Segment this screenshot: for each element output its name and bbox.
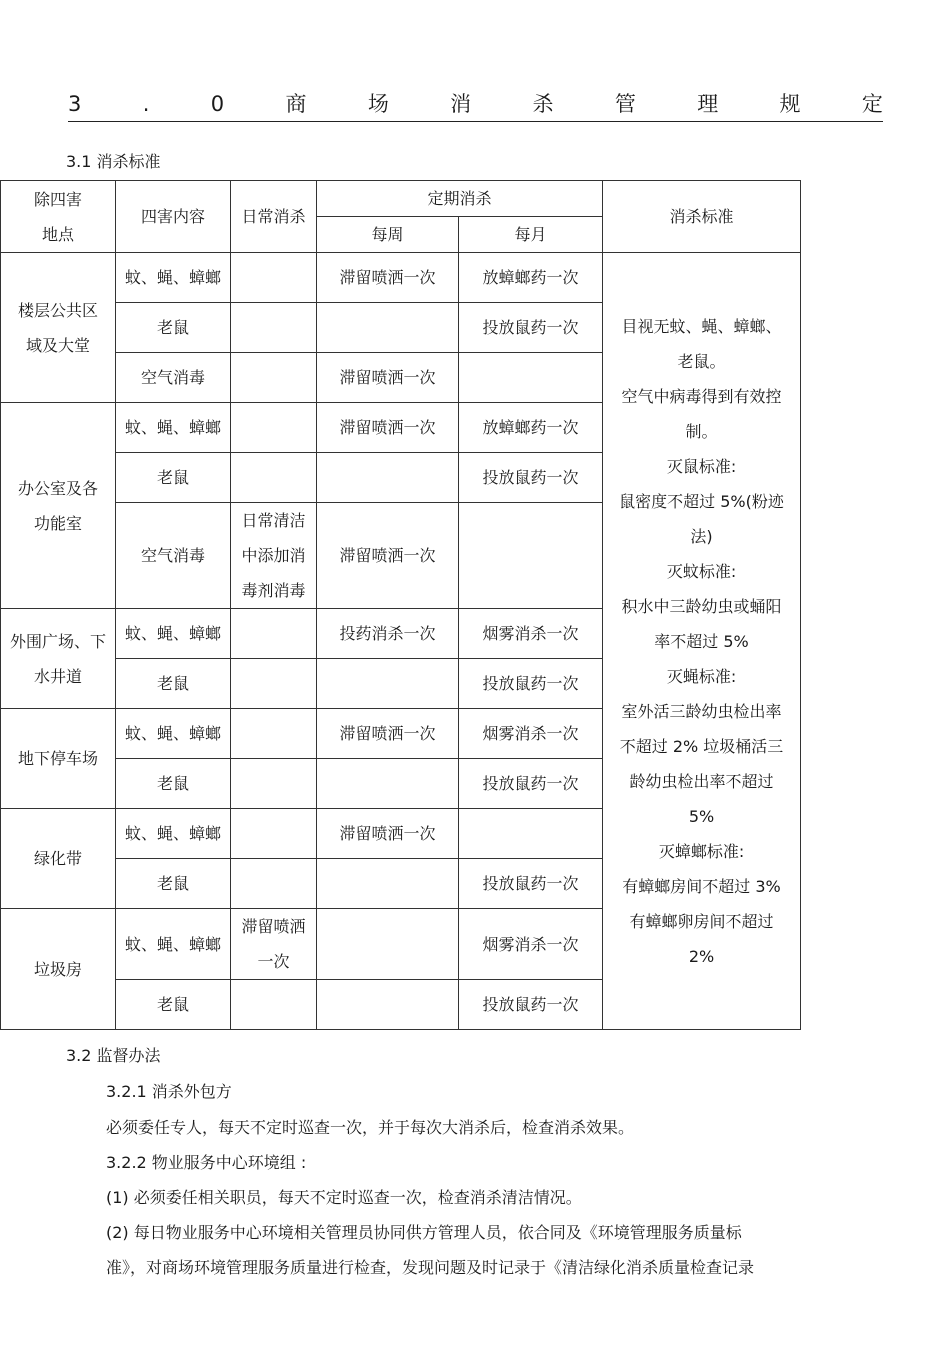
- weekly-cell: [317, 809, 459, 859]
- standard-line: 率不超过 5%: [654, 631, 749, 651]
- weekly-label: 滞留喷洒一次: [339, 418, 436, 437]
- daily-line: 中添加消: [241, 546, 306, 565]
- monthly-label: 放蟑螂药一次: [482, 418, 579, 437]
- weekly-cell: [317, 453, 459, 503]
- place-cell: [1, 909, 116, 1030]
- header-weekly-label: 每周: [371, 225, 404, 244]
- content-cell: [116, 609, 231, 659]
- place-line: 地下停车场: [17, 749, 98, 768]
- header-weekly: [317, 217, 459, 253]
- monthly-cell: [459, 909, 603, 980]
- content-cell: [116, 453, 231, 503]
- monthly-label: 投放鼠药一次: [482, 318, 579, 337]
- header-periodic-label: 定期消杀: [427, 189, 492, 208]
- title-char: 理: [697, 92, 719, 116]
- section-3-2-heading: 3.2 监督办法: [66, 1046, 161, 1065]
- monthly-cell: [459, 403, 603, 453]
- monthly-label: 投放鼠药一次: [482, 674, 579, 693]
- monthly-label: 烟雾消杀一次: [482, 934, 579, 954]
- content-label: 老鼠: [156, 995, 189, 1014]
- standard-line: 室外活三龄幼虫检出率: [621, 701, 782, 721]
- header-monthly: [459, 217, 603, 253]
- monthly-label: 投放鼠药一次: [482, 995, 579, 1014]
- content-label: 老鼠: [156, 674, 189, 693]
- standard-cell: [603, 253, 801, 1030]
- place-cell: [1, 809, 116, 909]
- content-cell: [116, 809, 231, 859]
- place-line: 功能室: [33, 513, 82, 533]
- monthly-cell: [459, 709, 603, 759]
- header-standard: [603, 181, 801, 253]
- weekly-label: 滞留喷洒一次: [339, 368, 436, 387]
- weekly-cell: [317, 303, 459, 353]
- monthly-label: 投放鼠药一次: [482, 874, 579, 893]
- weekly-cell: [317, 980, 459, 1030]
- monthly-label: 放蟑螂药一次: [482, 268, 579, 287]
- standard-line: 龄幼虫检出率不超过: [629, 771, 774, 791]
- place-line: 域及大堂: [25, 335, 90, 355]
- standard-line: 不超过 2% 垃圾桶活三: [619, 736, 784, 756]
- weekly-label: 滞留喷洒一次: [339, 824, 436, 843]
- daily-cell: [231, 980, 317, 1030]
- monthly-cell: [459, 659, 603, 709]
- item-2-line-2: 准》，对商场环境管理服务质量进行检查，发现问题及时记录于《清洁绿化消杀质量检查记录: [106, 1258, 755, 1277]
- section-3-1-heading: 3.1 消杀标准: [66, 152, 161, 171]
- title-char: 消: [450, 92, 472, 116]
- title-char: 3: [68, 92, 82, 116]
- weekly-cell: [317, 609, 459, 659]
- header-place-line: 地点: [41, 224, 74, 244]
- content-cell: [116, 303, 231, 353]
- monthly-cell: [459, 253, 603, 303]
- daily-cell: [231, 659, 317, 709]
- content-cell: [116, 909, 231, 980]
- section-3-2-1-heading: 3.2.1 消杀外包方: [106, 1082, 232, 1101]
- header-place-line: 除四害: [33, 189, 82, 209]
- standard-line: 制。: [685, 421, 718, 441]
- table-row: [1, 253, 801, 303]
- daily-cell: [231, 353, 317, 403]
- place-line: 水井道: [33, 666, 82, 686]
- weekly-cell: [317, 253, 459, 303]
- daily-cell: [231, 503, 317, 609]
- standard-line: 老鼠。: [677, 351, 726, 371]
- daily-cell: [231, 859, 317, 909]
- weekly-cell: [317, 659, 459, 709]
- daily-cell: [231, 453, 317, 503]
- standard-line: 灭鼠标准:: [666, 456, 737, 476]
- header-content: [116, 181, 231, 253]
- weekly-label: 滞留喷洒一次: [339, 724, 436, 743]
- daily-line: 毒剂消毒: [241, 581, 306, 600]
- place-line: 楼层公共区: [17, 300, 98, 320]
- section-3-2-2-heading: 3.2.2 物业服务中心环境组 :: [106, 1153, 307, 1172]
- content-label: 蚊、蝇、蟑螂: [124, 724, 221, 743]
- content-label: 空气消毒: [140, 546, 205, 565]
- document-title: [68, 90, 883, 122]
- monthly-cell: [459, 303, 603, 353]
- content-cell: [116, 403, 231, 453]
- place-cell: [1, 709, 116, 809]
- title-char: 场: [367, 92, 389, 116]
- monthly-cell: [459, 759, 603, 809]
- monthly-cell: [459, 353, 603, 403]
- title-char: 商: [285, 92, 307, 116]
- monthly-cell: [459, 609, 603, 659]
- monthly-cell: [459, 503, 603, 609]
- standard-line: 灭蟑螂标准:: [658, 841, 745, 861]
- content-label: 老鼠: [156, 774, 189, 793]
- monthly-cell: [459, 809, 603, 859]
- monthly-cell: [459, 980, 603, 1030]
- title-char: 0: [210, 92, 225, 116]
- content-label: 蚊、蝇、蟑螂: [124, 268, 221, 287]
- weekly-cell: [317, 709, 459, 759]
- monthly-label: 烟雾消杀一次: [482, 724, 579, 743]
- place-line: 外围广场、下: [9, 631, 106, 651]
- content-label: 老鼠: [156, 318, 189, 337]
- daily-cell: [231, 403, 317, 453]
- standard-line: 目视无蚊、蝇、蟑螂、: [621, 316, 782, 336]
- standard-line: 空气中病毒得到有效控: [621, 386, 782, 406]
- paragraph-3-2-1: 必须委任专人，每天不定时巡查一次，并于每次大消杀后，检查消杀效果。: [106, 1118, 635, 1137]
- content-label: 蚊、蝇、蟑螂: [124, 824, 221, 843]
- header-daily-label: 日常消杀: [241, 207, 306, 226]
- standard-line: 5%: [688, 806, 715, 826]
- content-cell: [116, 253, 231, 303]
- weekly-cell: [317, 503, 459, 609]
- place-line: 垃圾房: [33, 959, 82, 979]
- title-char: 定: [861, 92, 883, 116]
- content-label: 老鼠: [156, 468, 189, 487]
- content-cell: [116, 759, 231, 809]
- daily-cell: [231, 709, 317, 759]
- content-cell: [116, 353, 231, 403]
- standard-line: 鼠密度不超过 5%(粉迹: [619, 491, 784, 511]
- standard-line: 2%: [688, 946, 715, 966]
- daily-cell: [231, 809, 317, 859]
- content-cell: [116, 503, 231, 609]
- title-char: 管: [614, 92, 636, 116]
- monthly-label: 投放鼠药一次: [482, 468, 579, 487]
- daily-cell: [231, 303, 317, 353]
- daily-line: 滞留喷洒: [241, 917, 306, 936]
- daily-line: 一次: [257, 952, 290, 971]
- header-monthly-label: 每月: [514, 225, 547, 244]
- standard-line: 有蟑螂卵房间不超过: [629, 911, 774, 931]
- standard-line: 积水中三龄幼虫或蛹阳: [621, 596, 782, 616]
- item-2-line-1: (2) 每日物业服务中心环境相关管理员协同供方管理人员，依合同及《环境管理服务质量标: [106, 1223, 742, 1242]
- content-label: 蚊、蝇、蟑螂: [124, 934, 221, 954]
- daily-line: 日常清洁: [241, 511, 306, 530]
- title-char: 规: [779, 92, 801, 116]
- item-1: (1) 必须委任相关职员，每天不定时巡查一次，检查消杀清洁情况。: [106, 1188, 582, 1207]
- title-char: .: [142, 92, 150, 116]
- pest-control-table: [0, 180, 801, 1030]
- daily-cell: [231, 253, 317, 303]
- place-cell: [1, 253, 116, 403]
- monthly-label: 烟雾消杀一次: [482, 624, 579, 643]
- monthly-cell: [459, 453, 603, 503]
- daily-cell: [231, 759, 317, 809]
- daily-cell: [231, 909, 317, 980]
- place-cell: [1, 609, 116, 709]
- weekly-cell: [317, 759, 459, 809]
- weekly-label: 投药消杀一次: [339, 624, 436, 643]
- monthly-label: 投放鼠药一次: [482, 774, 579, 793]
- content-label: 老鼠: [156, 874, 189, 893]
- content-label: 蚊、蝇、蟑螂: [124, 418, 221, 437]
- content-cell: [116, 709, 231, 759]
- weekly-cell: [317, 859, 459, 909]
- weekly-cell: [317, 909, 459, 980]
- header-daily: [231, 181, 317, 253]
- title-char: 杀: [532, 92, 554, 116]
- content-label: 蚊、蝇、蟑螂: [124, 624, 221, 643]
- standard-line: 灭蝇标准:: [666, 666, 737, 686]
- place-line: 绿化带: [33, 849, 82, 868]
- standard-line: 法): [690, 526, 713, 546]
- standard-line: 有蟑螂房间不超过 3%: [622, 876, 781, 896]
- weekly-cell: [317, 353, 459, 403]
- header-content-label: 四害内容: [140, 207, 205, 226]
- content-label: 空气消毒: [140, 368, 205, 387]
- header-periodic: [317, 181, 603, 217]
- content-cell: [116, 659, 231, 709]
- header-place: [1, 181, 116, 253]
- standard-line: 灭蚊标准:: [666, 561, 737, 581]
- header-standard-label: 消杀标准: [669, 207, 734, 226]
- weekly-label: 滞留喷洒一次: [339, 268, 436, 287]
- place-cell: [1, 403, 116, 609]
- daily-cell: [231, 609, 317, 659]
- content-cell: [116, 859, 231, 909]
- weekly-label: 滞留喷洒一次: [339, 546, 436, 565]
- place-line: 办公室及各: [17, 478, 98, 498]
- monthly-cell: [459, 859, 603, 909]
- weekly-cell: [317, 403, 459, 453]
- content-cell: [116, 980, 231, 1030]
